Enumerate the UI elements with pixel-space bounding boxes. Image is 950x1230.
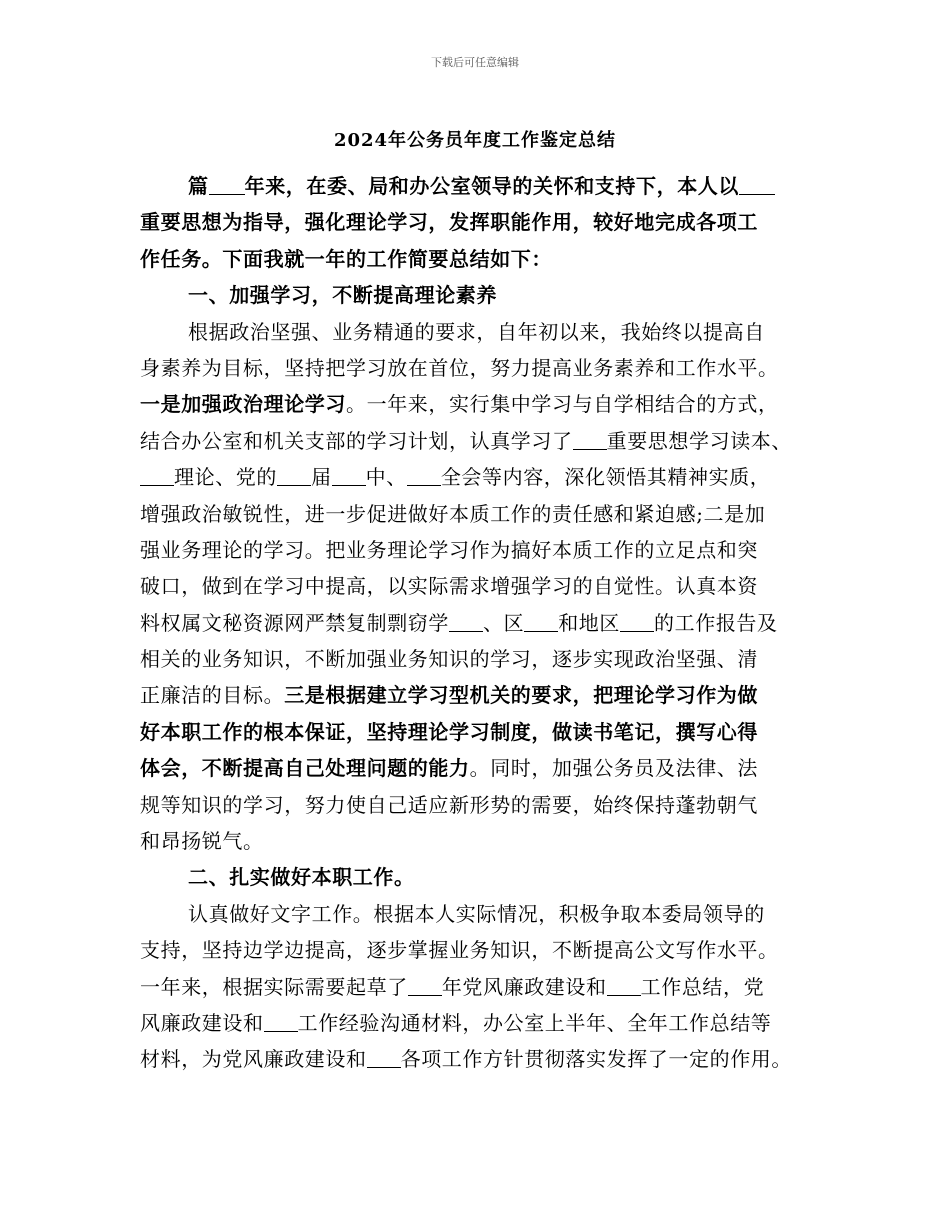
text-run: 。同时，加强公务员及法律、法 bbox=[469, 756, 759, 781]
text-run: 、区 bbox=[483, 610, 525, 635]
document-title: 2024年公务员年度工作鉴定总结 bbox=[333, 130, 617, 151]
text-run: 风廉政建设和 bbox=[140, 1010, 264, 1035]
paragraph-line: 重要思想为指导，强化理论学习，发挥职能作用，较好地完成各项工 bbox=[140, 210, 758, 235]
text-run: 工作经验沟通材料，办公室上半年、全年工作总结等 bbox=[297, 1010, 772, 1035]
paragraph-line bbox=[140, 605, 812, 641]
bold-text-run: 三是根据建立学习型机关的要求，把理论学习作为做 bbox=[284, 683, 759, 708]
paragraph-line bbox=[140, 750, 812, 786]
text-run: 届 bbox=[311, 465, 332, 490]
paragraph-line bbox=[140, 168, 812, 204]
text-run: 中、 bbox=[365, 465, 407, 490]
section-heading: 一、加强学习，不断提高理论素养 bbox=[188, 283, 497, 308]
fill-blank bbox=[449, 611, 483, 632]
text-run: 。一年来，实行集中学习与自学相结合的方式， bbox=[346, 392, 779, 417]
fill-blank bbox=[620, 611, 654, 632]
fill-blank bbox=[332, 465, 366, 486]
paragraph-line: 破口，做到在学习中提高，以实际需求增强学习的自觉性。认真本资 bbox=[140, 574, 758, 599]
section-heading: 二、扎实做好本职工作。 bbox=[188, 865, 415, 890]
text-run: 工作总结，党 bbox=[640, 974, 765, 999]
paragraph-line: 增强政治敏锐性，进一步促进做好本质工作的责任感和紧迫感;二是加 bbox=[140, 501, 766, 526]
paragraph-line: 相关的业务知识，不断加强业务知识的学习，逐步实现政治坚强、清 bbox=[140, 647, 758, 672]
text-run: 全会等内容，深化领悟其精神实质， bbox=[440, 465, 771, 490]
bold-text-run: 体会，不断提高自己处理问题的能力 bbox=[140, 756, 470, 781]
fill-blank bbox=[140, 465, 174, 486]
text-run: 年党风廉政建设和 bbox=[441, 974, 607, 999]
paragraph-line bbox=[140, 1005, 812, 1041]
fill-blank bbox=[209, 174, 245, 195]
text-run: 重要思想学习读本、 bbox=[606, 428, 793, 453]
paragraph-line: 根据政治坚强、业务精通的要求，自年初以来，我始终以提高自 bbox=[188, 319, 765, 344]
page-header-note: 下载后可任意编辑 bbox=[431, 56, 519, 69]
fill-blank bbox=[407, 465, 441, 486]
text-run: 和地区 bbox=[558, 610, 621, 635]
paragraph-line bbox=[140, 1041, 812, 1077]
bold-text-run: 一是加强政治理论学习 bbox=[140, 392, 346, 417]
fill-blank bbox=[367, 1047, 401, 1068]
paragraph-line: 强业务理论的学习。把业务理论学习作为搞好本质工作的立足点和突 bbox=[140, 537, 758, 562]
text-run: 理论、党的 bbox=[174, 465, 277, 490]
fill-blank bbox=[573, 429, 607, 450]
document-body bbox=[140, 168, 812, 1078]
paragraph-line: 支持，坚持边学边提高，逐步掌握业务知识，不断提高公文写作水平。 bbox=[140, 938, 779, 963]
text-run: 年来，在委、局和办公室领导的关怀和支持下，本人以 bbox=[244, 174, 740, 198]
paragraph-line bbox=[140, 677, 812, 713]
text-run: 篇 bbox=[188, 174, 209, 198]
text-run: 结合办公室和机关支部的学习计划，认真学习了 bbox=[140, 428, 573, 453]
paragraph-line: 身素养为目标，坚持把学习放在首位，努力提高业务素养和工作水平。 bbox=[140, 355, 779, 380]
fill-blank bbox=[739, 174, 775, 195]
fill-blank bbox=[408, 975, 442, 996]
text-run: 各项工作方针贯彻落实发挥了一定的作用。 bbox=[400, 1047, 793, 1072]
paragraph-line bbox=[140, 969, 812, 1005]
fill-blank bbox=[607, 975, 641, 996]
paragraph-line: 好本职工作的根本保证，坚持理论学习制度，做读书笔记，撰写心得 bbox=[140, 719, 758, 744]
paragraph-line bbox=[140, 423, 812, 459]
fill-blank bbox=[277, 465, 311, 486]
text-run: 正廉洁的目标。 bbox=[140, 683, 285, 708]
text-run: 一年来，根据实际需要起草了 bbox=[140, 974, 408, 999]
paragraph-line: 规等知识的学习，努力使自己适应新形势的需要，始终保持蓬勃朝气 bbox=[140, 792, 758, 817]
text-run: 料权属文秘资源网严禁复制剽窃学 bbox=[140, 610, 449, 635]
paragraph-line bbox=[140, 386, 812, 422]
fill-blank bbox=[264, 1011, 298, 1032]
paragraph-line: 认真做好文字工作。根据本人实际情况，积极争取本委局领导的 bbox=[188, 901, 765, 926]
text-run: 的工作报告及 bbox=[654, 610, 778, 635]
paragraph-line: 作任务。下面我就一年的工作简要总结如下： bbox=[140, 246, 552, 271]
text-run: 材料，为党风廉政建设和 bbox=[140, 1047, 367, 1072]
paragraph-line bbox=[140, 459, 812, 495]
paragraph-line: 和昂扬锐气。 bbox=[140, 829, 264, 854]
fill-blank bbox=[524, 611, 558, 632]
